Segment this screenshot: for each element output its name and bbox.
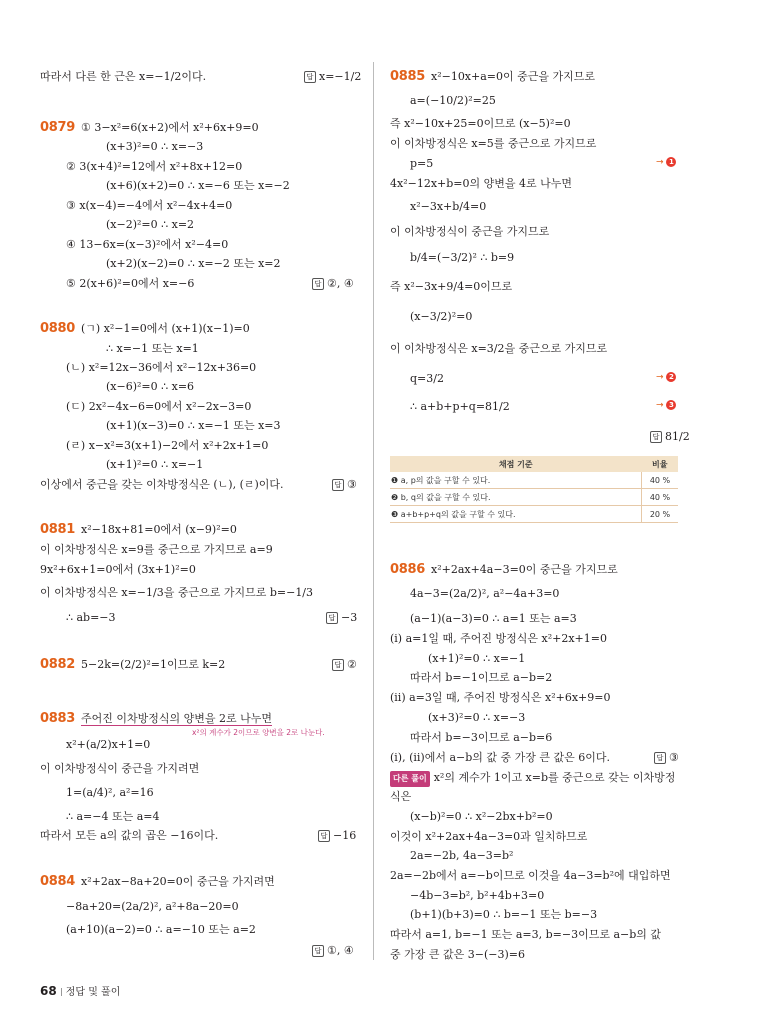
problem-0879-line-6: (x−2)²=0 ∴ x=2 bbox=[106, 218, 195, 231]
problem-0885-line-13: q=3/2 bbox=[410, 372, 444, 385]
intro-answer: 답 x=−1/2 bbox=[304, 70, 361, 84]
table-row bbox=[390, 506, 678, 523]
problem-0886-line-1: 0886 x²+2ax+4a−3=0이 중근을 가지므로 bbox=[390, 562, 618, 577]
problem-0879-line-3: ② 3(x+4)²=12에서 x²+8x+12=0 bbox=[66, 160, 243, 173]
table-row bbox=[390, 489, 678, 506]
problem-number: 0881 bbox=[40, 522, 75, 537]
other-solution-line-9: 따라서 a=1, b=−1 또는 a=3, b=−3이므로 a−b의 값 bbox=[390, 928, 662, 941]
problem-number: 0880 bbox=[40, 321, 75, 336]
problem-0880-line-6: (x+1)(x−3)=0 ∴ x=−1 또는 x=3 bbox=[106, 419, 281, 432]
ratio-cell: 40 % bbox=[642, 489, 679, 506]
table-header bbox=[390, 456, 678, 472]
problem-0879-answer: 답 ②, ④ bbox=[312, 277, 354, 291]
problem-0883-answer: 답 −16 bbox=[318, 829, 356, 843]
criteria-cell: ❷ b, q의 값을 구할 수 있다. bbox=[390, 489, 642, 506]
answer-icon: 답 bbox=[304, 71, 316, 83]
other-solution-badge: 다른 풀이 bbox=[390, 771, 430, 787]
problem-0879-line-7: ④ 13−6x=(x−3)²에서 x²−4=0 bbox=[66, 238, 229, 251]
column-divider bbox=[373, 62, 374, 960]
problem-number: 0885 bbox=[390, 69, 425, 84]
other-solution-line-2: 식은 bbox=[390, 790, 412, 803]
score-step-icon: 3 bbox=[666, 400, 676, 410]
problem-0880-line-3: (ㄴ) x²=12x−36에서 x²−12x+36=0 bbox=[66, 361, 257, 374]
problem-0884-answer: 답 ①, ④ bbox=[312, 944, 354, 958]
problem-0885-line-1: 0885 x²−10x+a=0이 중근을 가지므로 bbox=[390, 69, 596, 84]
page-number: 68 bbox=[40, 984, 57, 998]
problem-0883-note: x²의 계수가 2이므로 양변을 2로 나눈다. bbox=[192, 728, 325, 737]
problem-0881-answer: 답 −3 bbox=[326, 611, 357, 625]
other-solution-line-1: 다른 풀이 x²의 계수가 1이고 x=b를 중근으로 갖는 이차방정 bbox=[390, 771, 675, 787]
problem-0885-line-6: 4x²−12x+b=0의 양변을 4로 나누면 bbox=[390, 177, 572, 190]
score-mark-3: → 3 bbox=[656, 400, 676, 411]
problem-0883-line-3: 이 이차방정식이 중근을 가지려면 bbox=[40, 762, 200, 775]
problem-0886-line-6: 따라서 b=−1이므로 a−b=2 bbox=[410, 671, 553, 684]
problem-0885-answer: 답 81/2 bbox=[650, 430, 690, 444]
answer-icon: 답 bbox=[326, 612, 338, 624]
problem-0879-line-8: (x+2)(x−2)=0 ∴ x=−2 또는 x=2 bbox=[106, 257, 281, 270]
other-solution-line-3: (x−b)²=0 ∴ x²−2bx+b²=0 bbox=[410, 810, 553, 823]
problem-0881-line-1: 0881 x²−18x+81=0에서 (x−9)²=0 bbox=[40, 522, 237, 537]
problem-0885-line-9: b/4=(−3/2)² ∴ b=9 bbox=[410, 251, 515, 264]
problem-0884-line-3: (a+10)(a−2)=0 ∴ a=−10 또는 a=2 bbox=[66, 923, 256, 936]
problem-0880-line-1: 0880 (ㄱ) x²−1=0에서 (x+1)(x−1)=0 bbox=[40, 321, 250, 336]
problem-0886-line-8: (x+3)²=0 ∴ x=−3 bbox=[428, 711, 526, 724]
intro-line: 따라서 다른 한 근은 x=−1/2이다. bbox=[40, 70, 207, 83]
problem-0886-line-10: (ⅰ), (ⅱ)에서 a−b의 값 중 가장 큰 값은 6이다. bbox=[390, 751, 611, 764]
problem-0886-line-4: (ⅰ) a=1일 때, 주어진 방정식은 x²+2x+1=0 bbox=[390, 632, 607, 645]
problem-0885-line-5: p=5 bbox=[410, 157, 434, 170]
ratio-cell: 40 % bbox=[642, 472, 679, 489]
problem-0879-line-4: (x+6)(x+2)=0 ∴ x=−6 또는 x=−2 bbox=[106, 179, 290, 192]
answer-icon: 답 bbox=[318, 830, 330, 842]
scoring-table bbox=[390, 456, 678, 523]
score-step-icon: 1 bbox=[666, 157, 676, 167]
answer-icon: 답 bbox=[312, 945, 324, 957]
problem-0886-line-3: (a−1)(a−3)=0 ∴ a=1 또는 a=3 bbox=[410, 612, 577, 625]
problem-0886-line-2: 4a−3=(2a/2)², a²−4a+3=0 bbox=[410, 587, 560, 600]
problem-0885-line-3: 즉 x²−10x+25=0이므로 (x−5)²=0 bbox=[390, 117, 571, 130]
page-footer bbox=[40, 983, 120, 998]
problem-0880-line-2: ∴ x=−1 또는 x=1 bbox=[106, 342, 199, 355]
problem-0885-line-7: x²−3x+b/4=0 bbox=[410, 200, 487, 213]
problem-number: 0884 bbox=[40, 874, 75, 889]
answer-icon: 답 bbox=[654, 752, 666, 764]
problem-0882-answer: 답 ② bbox=[332, 658, 357, 672]
problem-0886-line-7: (ⅱ) a=3일 때, 주어진 방정식은 x²+6x+9=0 bbox=[390, 691, 611, 704]
score-step-icon: 2 bbox=[666, 372, 676, 382]
problem-0880-line-9: 이상에서 중근을 갖는 이차방정식은 (ㄴ), (ㄹ)이다. bbox=[40, 478, 284, 491]
problem-0885-line-4: 이 이차방정식은 x=5를 중근으로 가지므로 bbox=[390, 137, 597, 150]
table-row bbox=[390, 472, 678, 489]
problem-0883-line-4: 1=(a/4)², a²=16 bbox=[66, 786, 154, 799]
problem-0886-line-5: (x+1)²=0 ∴ x=−1 bbox=[428, 652, 526, 665]
other-solution-line-5: 2a=−2b, 4a−3=b² bbox=[410, 849, 514, 862]
answer-icon: 답 bbox=[332, 479, 344, 491]
other-solution-line-6: 2a=−2b에서 a=−b이므로 이것을 4a−3=b²에 대입하면 bbox=[390, 869, 671, 882]
score-mark-2: → 2 bbox=[656, 372, 676, 383]
problem-number: 0879 bbox=[40, 120, 75, 135]
score-mark-1: → 1 bbox=[656, 157, 676, 168]
problem-0882-line-1: 0882 5−2k=(2/2)²=1이므로 k=2 bbox=[40, 657, 226, 672]
answer-icon: 답 bbox=[650, 431, 662, 443]
other-solution-line-4: 이것이 x²+2ax+4a−3=0과 일치하므로 bbox=[390, 830, 588, 843]
other-solution-line-8: (b+1)(b+3)=0 ∴ b=−1 또는 b=−3 bbox=[410, 908, 598, 921]
problem-number: 0882 bbox=[40, 657, 75, 672]
problem-0880-line-7: (ㄹ) x−x²=3(x+1)−2에서 x²+2x+1=0 bbox=[66, 439, 269, 452]
other-solution-line-7: −4b−3=b², b²+4b+3=0 bbox=[410, 889, 545, 902]
problem-0883-line-2: x²+(a/2)x+1=0 bbox=[66, 738, 151, 751]
problem-0879-line-5: ③ x(x−4)=−4에서 x²−4x+4=0 bbox=[66, 199, 233, 212]
problem-0881-line-4: 이 이차방정식은 x=−1/3을 중근으로 가지므로 b=−1/3 bbox=[40, 586, 314, 599]
answer-icon: 답 bbox=[312, 278, 324, 290]
problem-0880-line-4: (x−6)²=0 ∴ x=6 bbox=[106, 380, 195, 393]
problem-number: 0883 bbox=[40, 711, 75, 726]
problem-0879-line-9: ⑤ 2(x+6)²=0에서 x=−6 bbox=[66, 277, 195, 290]
problem-0880-line-8: (x+1)²=0 ∴ x=−1 bbox=[106, 458, 204, 471]
problem-0883-line-6: 따라서 모든 a의 값의 곱은 −16이다. bbox=[40, 829, 219, 842]
problem-0881-line-5: ∴ ab=−3 bbox=[66, 611, 116, 624]
criteria-cell: ❶ a, p의 값을 구할 수 있다. bbox=[390, 472, 642, 489]
problem-0879-line-2: (x+3)²=0 ∴ x=−3 bbox=[106, 140, 204, 153]
ratio-cell: 20 % bbox=[642, 506, 679, 523]
problem-0885-line-10: 즉 x²−3x+9/4=0이므로 bbox=[390, 280, 513, 293]
footer-separator bbox=[61, 988, 62, 996]
problem-0885-line-14: ∴ a+b+p+q=81/2 bbox=[410, 400, 510, 413]
problem-0885-line-2: a=(−10/2)²=25 bbox=[410, 94, 496, 107]
problem-0879-line-1: 0879 ① 3−x²=6(x+2)에서 x²+6x+9=0 bbox=[40, 120, 259, 135]
problem-0880-line-5: (ㄷ) 2x²−4x−6=0에서 x²−2x−3=0 bbox=[66, 400, 252, 413]
criteria-cell: ❸ a+b+p+q의 값을 구할 수 있다. bbox=[390, 506, 642, 523]
problem-0883-line-1: 0883 주어진 이차방정식의 양변을 2로 나누면 bbox=[40, 711, 272, 726]
problem-0884-line-1: 0884 x²+2ax−8a+20=0이 중근을 가지려면 bbox=[40, 874, 275, 889]
problem-0885-line-8: 이 이차방정식이 중근을 가지므로 bbox=[390, 225, 550, 238]
problem-0885-line-12: 이 이차방정식은 x=3/2을 중근으로 가지므로 bbox=[390, 342, 608, 355]
other-solution-line-10: 중 가장 큰 값은 3−(−3)=6 bbox=[390, 948, 525, 961]
answer-icon: 답 bbox=[332, 659, 344, 671]
table-header-ratio: 비율 bbox=[642, 456, 679, 472]
problem-0881-line-3: 9x²+6x+1=0에서 (3x+1)²=0 bbox=[40, 563, 196, 576]
table-header-criteria: 채점 기준 bbox=[390, 456, 642, 472]
footer-label: 정답 및 풀이 bbox=[65, 987, 121, 998]
problem-0884-line-2: −8a+20=(2a/2)², a²+8a−20=0 bbox=[66, 900, 239, 913]
problem-0886-line-9: 따라서 b=−3이므로 a−b=6 bbox=[410, 731, 553, 744]
problem-number: 0886 bbox=[390, 562, 425, 577]
problem-0883-line-5: ∴ a=−4 또는 a=4 bbox=[66, 810, 160, 823]
problem-0881-line-2: 이 이차방정식은 x=9를 중근으로 가지므로 a=9 bbox=[40, 543, 273, 556]
problem-0880-answer: 답 ③ bbox=[332, 478, 357, 492]
problem-0886-answer: 답 ③ bbox=[654, 751, 679, 765]
problem-0885-line-11: (x−3/2)²=0 bbox=[410, 310, 473, 323]
